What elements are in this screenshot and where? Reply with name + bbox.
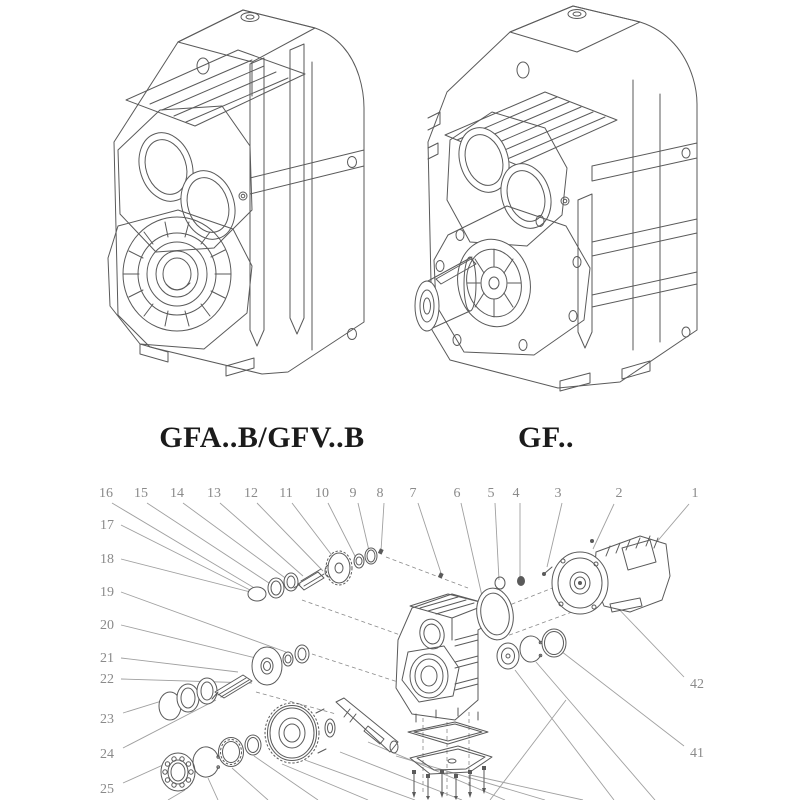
callout-16: 16 — [99, 486, 113, 501]
output-shaft-parts — [161, 698, 398, 791]
mount-tab — [428, 143, 438, 159]
bearing — [497, 643, 519, 669]
callout-9: 9 — [349, 486, 357, 501]
callout-21: 21 — [100, 651, 114, 666]
foot — [560, 373, 590, 391]
ring — [542, 629, 566, 657]
upper-bore-boss — [447, 112, 569, 246]
callout-5: 5 — [487, 486, 495, 501]
callout-2: 2 — [615, 486, 623, 501]
left-unit-label: GFA..B/GFV..B — [159, 421, 365, 454]
callout-24: 24 — [100, 747, 114, 762]
strap-hole — [348, 157, 357, 168]
snap-ring — [520, 636, 541, 662]
hollow-shaft-bearing — [108, 210, 252, 349]
callout-8: 8 — [376, 486, 384, 501]
callout-19: 19 — [100, 585, 114, 600]
spacer — [325, 719, 335, 737]
strap-hole — [682, 148, 690, 158]
input-shaft-parts — [248, 548, 444, 601]
callout-12: 12 — [244, 486, 258, 501]
bearing-cover — [450, 232, 539, 333]
adapter-flange — [473, 585, 517, 642]
output-gear — [268, 706, 317, 761]
gear-disc — [252, 647, 282, 685]
snap-ring — [193, 747, 218, 777]
callout-6: 6 — [453, 486, 461, 501]
callout-7: 7 — [409, 486, 417, 501]
right-gear-unit-drawing — [415, 6, 697, 391]
output-flange — [434, 206, 590, 355]
callout-15: 15 — [134, 486, 148, 501]
spacer — [517, 576, 525, 586]
filler-plug — [241, 13, 259, 22]
side-strap — [592, 143, 697, 181]
tie-rail — [290, 44, 304, 334]
splined-pinion-shaft — [215, 675, 252, 698]
callout-18: 18 — [100, 552, 114, 567]
left-gear-unit-drawing — [108, 10, 364, 376]
gear — [328, 553, 350, 583]
callout-14: 14 — [170, 486, 184, 501]
callout-42: 42 — [690, 677, 704, 692]
callout-11: 11 — [279, 486, 293, 501]
motor — [552, 536, 670, 614]
cooling-ribs — [126, 50, 305, 126]
washer — [495, 577, 505, 589]
foot — [622, 361, 650, 379]
right-unit-label: GF.. — [518, 421, 574, 454]
callout-22: 22 — [100, 672, 114, 687]
top-mount-bar — [510, 6, 640, 52]
callout-1: 1 — [691, 486, 699, 501]
callout-4: 4 — [512, 486, 520, 501]
callout-13: 13 — [207, 486, 221, 501]
callout-23: 23 — [100, 712, 114, 727]
side-strap — [592, 219, 697, 256]
corner-hole — [682, 327, 690, 337]
foot — [226, 358, 254, 376]
output-shaft — [336, 698, 398, 752]
callout-17: 17 — [100, 518, 114, 533]
gasket-and-pan — [408, 722, 492, 800]
exploded-parts-diagram — [99, 486, 704, 800]
bolt — [590, 539, 594, 543]
end-plug — [248, 587, 266, 601]
side-strap — [250, 150, 364, 194]
bolt — [545, 567, 552, 573]
bolt — [378, 548, 384, 554]
upper-bore-boss — [118, 106, 252, 252]
filler-plug — [568, 10, 586, 19]
callout-10: 10 — [315, 486, 329, 501]
bolt-hole — [517, 62, 529, 78]
ball-bearing — [161, 753, 195, 791]
foot — [140, 344, 168, 362]
callout-41: 41 — [690, 746, 704, 761]
callout-20: 20 — [100, 618, 114, 633]
callout-25: 25 — [100, 782, 114, 797]
bolt — [438, 572, 444, 578]
callout-3: 3 — [554, 486, 562, 501]
housing-bore-large — [410, 654, 448, 698]
